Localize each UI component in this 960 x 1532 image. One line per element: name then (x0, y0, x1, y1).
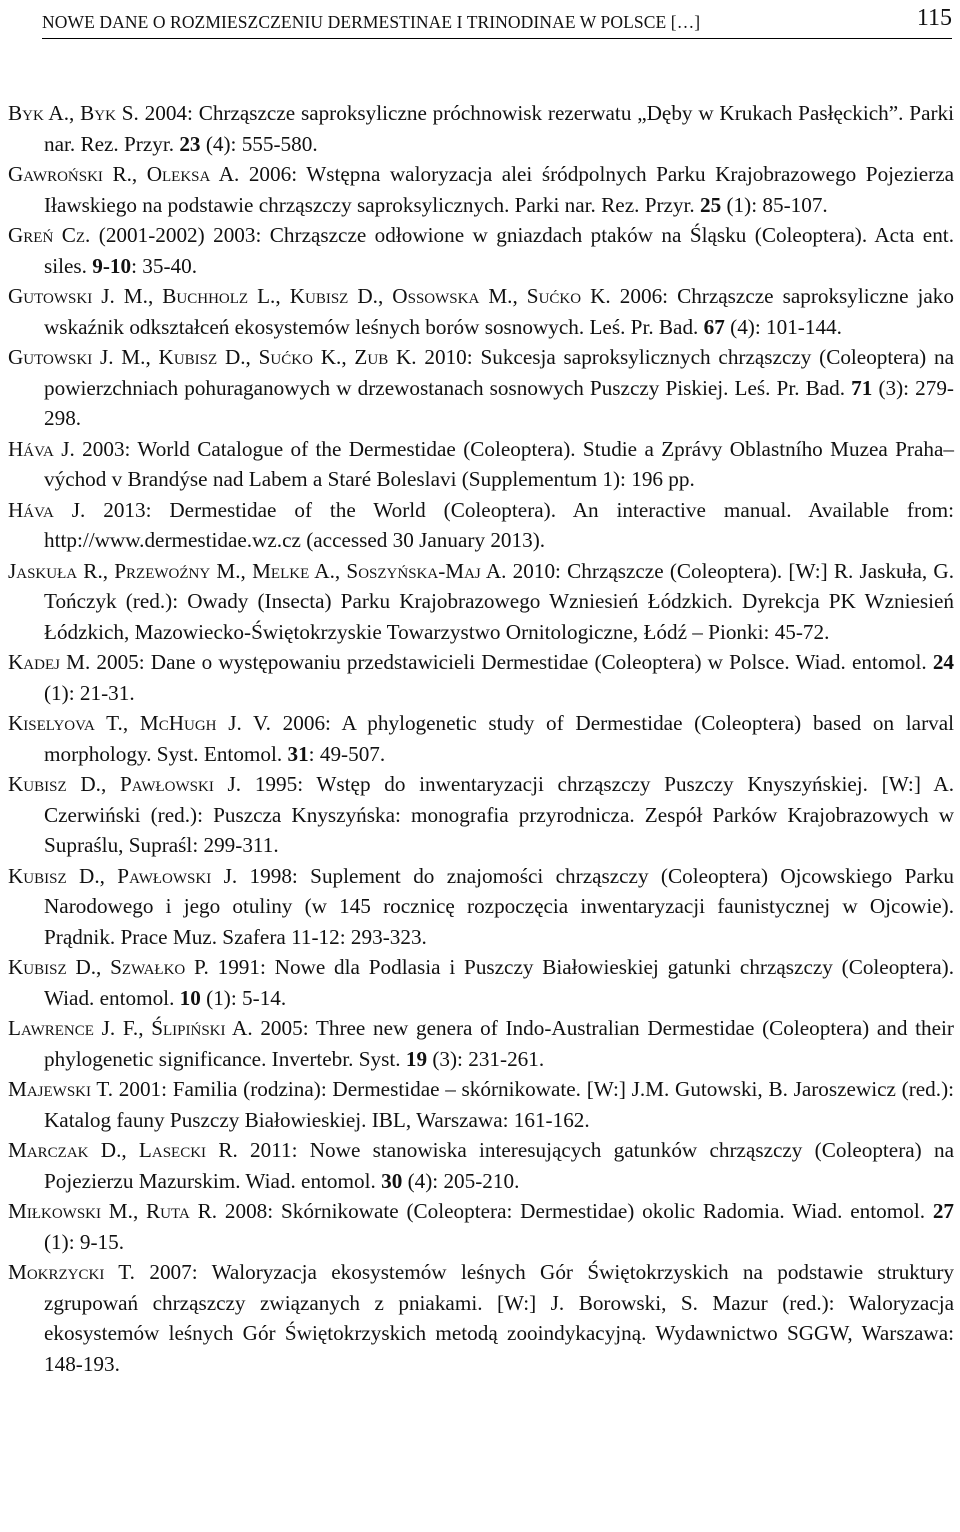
reference-entry (8, 342, 954, 434)
reference-entry (8, 1257, 954, 1379)
reference-entry (8, 647, 954, 708)
running-header (42, 4, 952, 39)
reference-authors: Marczak D., Lasecki R. (8, 1138, 238, 1162)
reference-text: 2006: Chrząszcze saproksyliczne jako wskaźnik odkształceń ekosystemów leśnych borów sosnowych. Leś. Pr. Bad. (44, 284, 954, 339)
running-title: NOWE DANE O ROZMIESZCZENIU DERMESTINAE I TRINODINAE W POLSCE […] (42, 12, 701, 32)
reference-authors: Gutowski J. M., Kubisz D., Sućko K., Zub K. (8, 345, 417, 369)
reference-entry (8, 159, 954, 220)
reference-text: 2005: Dane o występowaniu przedstawicieli Dermestidae (Coleoptera) w Polsce. Wiad. entomol. (96, 650, 933, 674)
reference-list (8, 98, 954, 1379)
reference-authors: Lawrence J. F., Ślipiński A. (8, 1016, 253, 1040)
reference-entry (8, 1196, 954, 1257)
reference-volume: 67 (703, 314, 725, 339)
reference-entry (8, 1074, 954, 1135)
reference-authors: Kubisz D., Pawłowski J. (8, 863, 238, 888)
reference-text: 2008: Skórnikowate (Coleoptera: Dermestidae) okolic Radomia. Wiad. entomol. (224, 1199, 933, 1223)
reference-pages: (1): 85-107. (721, 192, 828, 217)
reference-entry (8, 952, 954, 1013)
reference-pages: (1): 21-31. (44, 680, 135, 705)
reference-authors: Gawroński R., Oleksa A. (8, 162, 240, 186)
reference-text: 2010: Chrząszcze (Coleoptera). [W:] R. Jaskuła, G. Tończyk (red.): Owady (Insecta) Parku Krajobrazowego Wzniesień Łódzkich. Dyrekcja PK Wzniesień Łódzkich, Mazowiecko-Świętokrzyskie Towarzystwo Ornitologiczne, Łódź – Pionki: 45-72. (44, 558, 955, 644)
reference-entry (8, 1013, 954, 1074)
reference-pages: (4): 205-210. (402, 1168, 520, 1193)
reference-entry (8, 220, 954, 281)
reference-text: 2005: Three new genera of Indo-Australian Dermestidae (Coleoptera) and their phylogenetic significance. Invertebr. Syst. (44, 1016, 954, 1071)
reference-text: 2010: Sukcesja saproksylicznych chrząszczy (Coleoptera) na powierzchniach pohuraganowych w drzewostanach sosnowych Puszczy Piskiej. Leś. Pr. Bad. (44, 345, 954, 400)
reference-entry (8, 861, 954, 953)
reference-authors: Kiselyova T., McHugh J. V. (8, 711, 271, 735)
reference-pages: (1): 5-14. (200, 985, 287, 1010)
reference-authors: Miłkowski M., Ruta R. (8, 1199, 218, 1223)
reference-volume: 27 (932, 1199, 954, 1223)
reference-text: 2011: Nowe stanowiska interesujących gatunków chrząszczy (Coleoptera) na Pojezierzu Mazurskim. Wiad. entomol. (44, 1138, 954, 1193)
reference-pages: (3): 279-298. (44, 375, 954, 430)
reference-text: 2006: Wstępna waloryzacja alei śródpolnych Parku Krajobrazowego Pojezierza Iławskiego na podstawie chrząszczy saproksylicznych. Parki nar. Rez. Przyr. (44, 162, 955, 217)
reference-authors: Majewski T. (8, 1077, 114, 1101)
reference-volume: 24 (932, 650, 954, 674)
reference-text: 2001: Familia (rodzina): Dermestidae – skórnikowate. [W:] J.M. Gutowski, B. Jaroszewicz (red.): Katalog fauny Puszczy Białowieskiej. IBL, Warszawa: 161-162. (44, 1077, 955, 1132)
reference-volume: 31 (287, 741, 309, 766)
reference-text: 1995: Wstęp do inwentaryzacji chrząszczy Puszczy Knyszyńskiej. [W:] A. Czerwiński (red.): Puszcza Knyszyńska: monografia przyrodnicza. Zespół Parków Krajobrazowych w Supraślu, Supraśl: 299-311. (44, 772, 955, 857)
reference-volume: 23 (179, 131, 201, 156)
page-number: 115 (916, 5, 952, 31)
reference-authors: Gutowski J. M., Buchholz L., Kubisz D., Ossowska M., Sućko K. (8, 284, 611, 308)
reference-text: (2001-2002) 2003: Chrząszcze odłowione w gniazdach ptaków na Śląsku (Coleoptera). Acta ent. siles. (44, 223, 954, 278)
reference-pages: (3): 231-261. (427, 1046, 545, 1071)
reference-text: 2013: Dermestidae of the World (Coleoptera). An interactive manual. Available from: http://www.dermestidae.wz.cz (accessed 30 January 2013). (44, 497, 954, 552)
reference-entry (8, 495, 954, 556)
reference-volume: 10 (179, 985, 201, 1010)
reference-authors: Kubisz D., Szwałko P. (8, 955, 209, 979)
reference-entry (8, 434, 954, 495)
reference-entry (8, 1135, 954, 1196)
reference-text: 1998: Suplement do znajomości chrząszczy (Coleoptera) Ojcowskiego Parku Narodowego i jego otuliny (w 145 rocznicę rozpoczęcia inwentaryzacji faunistycznej w Ojcowie). Prądnik. Prace Muz. Szafera 11-12: 293-323. (44, 863, 955, 949)
reference-volume: 25 (700, 192, 722, 217)
reference-authors: Byk A., Byk S. (8, 101, 139, 125)
reference-volume: 30 (381, 1168, 403, 1193)
reference-volume: 9-10 (92, 253, 132, 278)
reference-volume: 71 (851, 375, 873, 400)
reference-pages: (4): 101-144. (724, 314, 842, 339)
reference-text: 2007: Waloryzacja ekosystemów leśnych Gór Świętokrzyskich na podstawie struktury zgrupowań chrząszczy związanych z pniakami. [W:] J. Borowski, S. Mazur (red.): Waloryzacja ekosystemów leśnych Gór Świętokrzyskich metodą zooindykacyjną. Wydawnictwo SGGW, Warszawa: 148-193. (44, 1260, 955, 1376)
reference-entry (8, 708, 954, 769)
reference-pages: : 49-507. (308, 741, 386, 766)
reference-pages: : 35-40. (131, 253, 198, 278)
reference-text: 1991: Nowe dla Podlasia i Puszczy Białowieskiej gatunki chrząszczy (Coleoptera). Wiad. entomol. (44, 955, 955, 1010)
reference-text: 2003: World Catalogue of the Dermestidae (Coleoptera). Studie a Zprávy Oblastního Muzea Praha–východ v Brandýse nad Labem a Staré Boleslavi (Supplementum 1): 196 pp. (44, 436, 954, 491)
reference-authors: Kadej M. (8, 650, 91, 674)
reference-pages: (4): 555-580. (200, 131, 318, 156)
reference-entry (8, 769, 954, 861)
reference-volume: 19 (405, 1046, 428, 1071)
reference-authors: Háva J. (8, 436, 75, 461)
reference-authors: Mokrzycki T. (8, 1260, 135, 1284)
reference-entry (8, 281, 954, 342)
reference-authors: Greń Cz. (8, 223, 91, 247)
reference-entry (8, 98, 954, 159)
reference-text: 2004: Chrząszcze saproksyliczne próchnowisk rezerwatu „Dęby w Krukach Pasłęckich”. Parki nar. Rez. Przyr. (44, 101, 955, 156)
reference-authors: Kubisz D., Pawłowski J. (8, 772, 242, 796)
reference-authors: Háva J. (8, 497, 86, 522)
reference-text: 2006: A phylogenetic study of Dermestidae (Coleoptera) based on larval morphology. Syst. Entomol. (44, 711, 955, 766)
reference-authors: Jaskuła R., Przewoźny M., Melke A., Soszyńska-Maj A. (8, 558, 507, 583)
reference-pages: (1): 9-15. (44, 1229, 125, 1254)
reference-entry (8, 556, 954, 648)
